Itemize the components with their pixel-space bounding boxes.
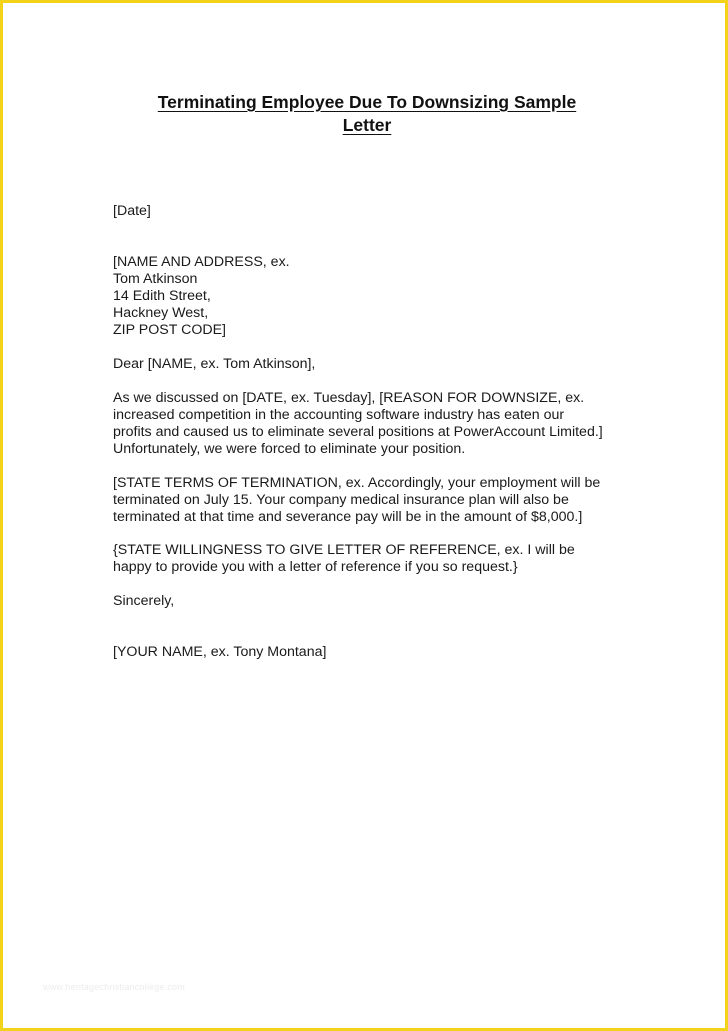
paragraph-3-line: {STATE WILLINGNESS TO GIVE LETTER OF REFERENCE, ex. I will be xyxy=(113,542,575,558)
address-line: ZIP POST CODE] xyxy=(113,322,227,338)
address-line: Tom Atkinson xyxy=(113,271,198,287)
salutation: Dear [NAME, ex. Tom Atkinson], xyxy=(113,356,316,372)
paragraph-2-line: [STATE TERMS OF TERMINATION, ex. Accordingly, your employment will be xyxy=(113,475,601,491)
paragraph-1-line: Unfortunately, we were forced to eliminate your position. xyxy=(113,441,466,457)
date-placeholder: [Date] xyxy=(113,203,151,219)
paragraph-3-line: happy to provide you with a letter of reference if you so request.} xyxy=(113,559,518,575)
paragraph-2-line: terminated on July 15. Your company medical insurance plan will also be xyxy=(113,492,569,508)
address-line: Hackney West, xyxy=(113,305,209,321)
address-line: 14 Edith Street, xyxy=(113,288,211,304)
letter-title-line-2: Letter xyxy=(342,115,392,135)
letter-title-line-1: Terminating Employee Due To Downsizing Sample xyxy=(157,92,577,112)
paragraph-1-line: increased competition in the accounting software industry has eaten our xyxy=(113,407,565,423)
paragraph-1-line: As we discussed on [DATE, ex. Tuesday], [REASON FOR DOWNSIZE, ex. xyxy=(113,390,585,406)
closing: Sincerely, xyxy=(113,593,175,609)
signature-placeholder: [YOUR NAME, ex. Tony Montana] xyxy=(113,644,327,660)
paragraph-2-line: terminated at that time and severance pay will be in the amount of $8,000.] xyxy=(113,509,583,525)
address-line: [NAME AND ADDRESS, ex. xyxy=(113,254,290,270)
watermark: www.heritagechristiancollege.com xyxy=(43,982,185,992)
paragraph-1-line: profits and caused us to eliminate several positions at PowerAccount Limited.] xyxy=(113,424,603,440)
